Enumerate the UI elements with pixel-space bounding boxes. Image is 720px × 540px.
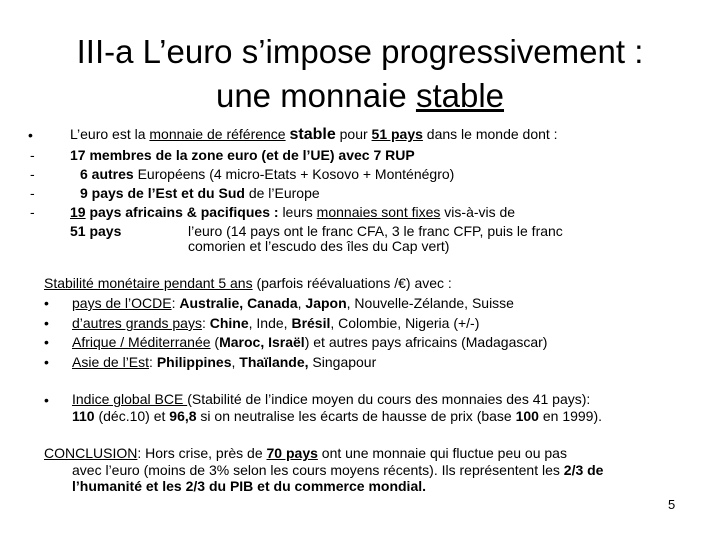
- text: : Hors crise, près de: [137, 445, 267, 461]
- text: , Colombie, Nigeria (+/-): [330, 315, 480, 331]
- text: pays africains & pacifiques :: [85, 204, 283, 220]
- intro-line: [70, 126, 558, 143]
- list-item-continuation: [72, 408, 602, 425]
- text: vis-à-vis de: [440, 204, 516, 220]
- list-item-continuation: l’euro (14 pays ont le franc CFA, 3 le franc CFP, puis le franc: [188, 223, 563, 239]
- text: ) et autres pays africains (Madagascar): [304, 334, 548, 350]
- dash-bullet: -: [30, 204, 35, 220]
- text: :: [171, 295, 180, 311]
- text: Australie, Canada: [179, 295, 298, 311]
- text: de l’Europe: [244, 185, 320, 201]
- text: Brésil: [291, 315, 331, 331]
- title-line-1: III-a L’euro s’impose progressivement :: [76, 33, 644, 70]
- text: pour: [335, 126, 372, 142]
- text: Chine: [209, 315, 249, 331]
- bullet: •: [44, 295, 49, 311]
- text: Singapour: [308, 354, 377, 370]
- list-item-continuation: 51 pays: [70, 223, 122, 239]
- text: Indice global BCE: [72, 391, 188, 407]
- dash-bullet: -: [30, 166, 35, 182]
- text: l’humanité et les 2/3: [72, 478, 206, 494]
- text: , Nouvelle-Zélande, Suisse: [346, 295, 514, 311]
- text: 110: [72, 408, 95, 424]
- text: si on neutralise les écarts de hausse de prix (base: [196, 408, 516, 424]
- text: 19: [70, 204, 86, 220]
- bullet: •: [28, 127, 33, 143]
- text: avec l’euro (moins de 3% selon les cours moyens récents). Ils représentent les: [72, 462, 564, 478]
- list-item: [72, 354, 376, 371]
- text: L’euro est la: [70, 126, 150, 142]
- title-underlined-word: stable: [415, 77, 505, 114]
- text: 96,8: [169, 408, 197, 424]
- text: 100: [515, 408, 539, 424]
- text: monnaie de référence: [149, 126, 286, 142]
- text: , Inde,: [248, 315, 292, 331]
- dash-bullet: -: [30, 185, 35, 201]
- list-item: [72, 315, 479, 332]
- conclusion-line: [44, 445, 567, 462]
- list-item: [72, 295, 514, 312]
- text: en 1999).: [538, 408, 603, 424]
- bullet: •: [44, 392, 49, 408]
- text: (Stabilité de l’indice moyen du cours des monnaies des 41 pays):: [187, 391, 591, 407]
- text: ,: [231, 354, 240, 370]
- text: (parfois réévaluations /€) avec :: [252, 275, 452, 291]
- page-number: 5: [668, 497, 676, 512]
- text: Maroc, Israël: [219, 334, 305, 350]
- text: dans le monde dont :: [422, 126, 558, 142]
- text: Stabilité monétaire pendant 5 ans: [44, 275, 253, 291]
- bullet: •: [44, 334, 49, 350]
- text: Afrique / Méditerranée: [72, 334, 211, 350]
- text: d’autres grands pays: [72, 315, 202, 331]
- list-item: [72, 391, 590, 408]
- dash-bullet: -: [30, 147, 35, 163]
- text: :: [201, 315, 210, 331]
- text: Asie de l’Est: [72, 354, 150, 370]
- list-item: 17 membres de la zone euro (et de l’UE) avec 7 RUP: [70, 147, 415, 163]
- text: Japon: [305, 295, 347, 311]
- text: Philippines: [156, 354, 232, 370]
- list-item: [80, 185, 320, 202]
- text: 9 pays de l’Est et du Sud: [80, 185, 245, 201]
- text: 6 autres: [80, 166, 134, 182]
- text: leurs: [282, 204, 317, 220]
- text: 70 pays: [266, 445, 318, 461]
- text: (déc.10) et: [94, 408, 170, 424]
- list-item: [72, 334, 547, 351]
- text: et du commerce mondial.: [253, 478, 427, 494]
- list-item-continuation: comorien et l’escudo des îles du Cap vert): [188, 238, 450, 254]
- text: 51 pays: [371, 126, 423, 142]
- text: pays de l’OCDE: [72, 295, 172, 311]
- text: ,: [297, 295, 306, 311]
- text: monnaies sont fixes: [316, 204, 441, 220]
- text: CONCLUSION: [44, 445, 138, 461]
- list-item: [70, 204, 515, 221]
- text: (: [210, 334, 220, 350]
- text: stable: [289, 126, 336, 143]
- text: ont une monnaie qui fluctue peu ou pas: [317, 445, 567, 461]
- conclusion-line: [72, 462, 603, 479]
- text: :: [149, 354, 157, 370]
- text: 2/3 de: [563, 462, 604, 478]
- section-heading: [44, 275, 452, 292]
- conclusion-line: [72, 478, 426, 495]
- title-line-2: [20, 74, 700, 118]
- list-item: [80, 166, 454, 183]
- text: du PIB: [205, 478, 254, 494]
- bullet: •: [44, 315, 49, 331]
- text: Européens (4 micro-Etats + Kosovo + Monténégro): [133, 166, 455, 182]
- bullet: •: [44, 354, 49, 370]
- title-line-2-prefix: une monnaie: [215, 77, 416, 114]
- slide-title: [20, 30, 700, 118]
- text: Thaïlande,: [239, 354, 309, 370]
